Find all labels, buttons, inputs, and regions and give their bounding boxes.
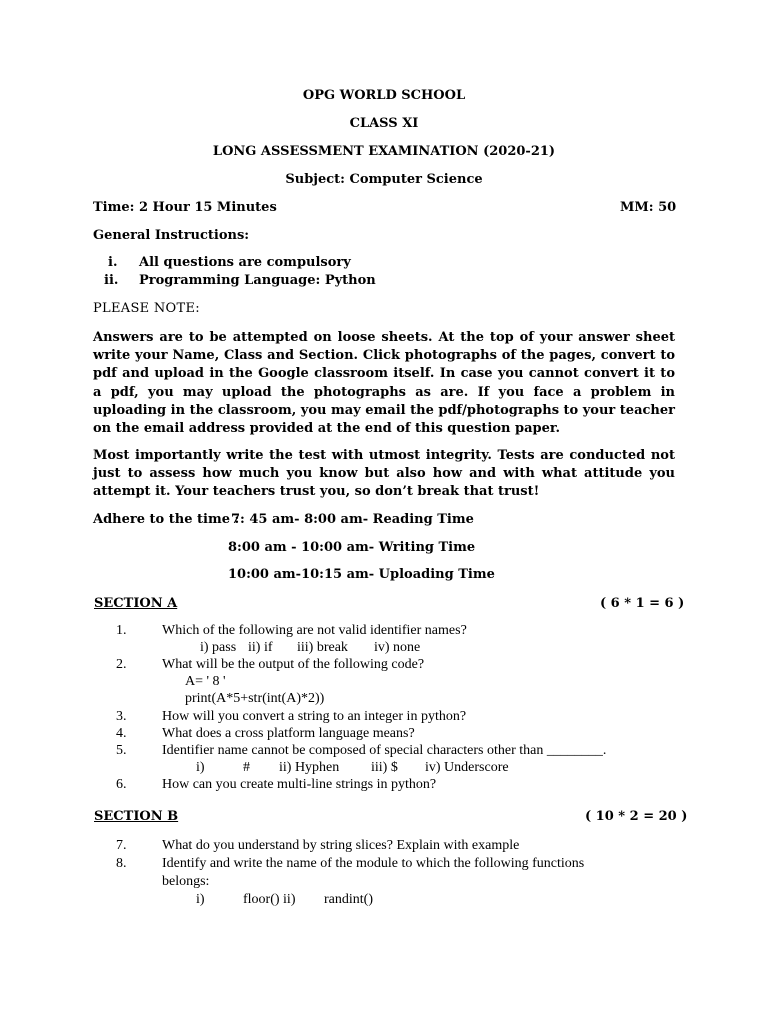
question-number: 8. xyxy=(116,856,127,871)
question-text: Identify and write the name of the module to which the following functions xyxy=(162,856,585,871)
instruction-num: ii. xyxy=(104,273,119,288)
question-number: 7. xyxy=(116,838,127,853)
option: iii) $ xyxy=(371,760,398,775)
section-b-title: SECTION B xyxy=(94,809,179,824)
option: i) xyxy=(196,892,205,907)
option: ii) Hyphen xyxy=(279,760,340,775)
reading-time: 7: 45 am- 8:00 am- Reading Time xyxy=(231,512,474,527)
instruction-num: i. xyxy=(108,255,118,270)
option: randint() xyxy=(324,892,373,907)
option: # xyxy=(243,760,250,775)
question-text: What do you understand by string slices? Explain with example xyxy=(162,838,520,853)
section-a-title: SECTION A xyxy=(94,596,178,611)
question-text: Which of the following are not valid identifier names? xyxy=(162,623,467,638)
section-b-marks: ( 10 * 2 = 20 ) xyxy=(585,809,688,824)
option: i) xyxy=(196,760,205,775)
question-number: 2. xyxy=(116,657,127,672)
instruction-text: Programming Language: Python xyxy=(139,273,376,288)
option: iv) Underscore xyxy=(425,760,509,775)
exam-title: LONG ASSESSMENT EXAMINATION (2020-21) xyxy=(212,144,556,159)
class-title: CLASS XI xyxy=(349,116,419,131)
code-line: print(A*5+str(int(A)*2)) xyxy=(185,691,325,706)
subject-line: Subject: Computer Science xyxy=(285,172,483,187)
question-text: Identifier name cannot be composed of special characters other than ________. xyxy=(162,743,607,758)
integrity-paragraph: Most importantly write the test with utmost integrity. Tests are conducted not just to assess how much you know but also how and with what attitude you attempt it. Your teachers trust you, so don’t break that trust! xyxy=(93,448,675,500)
writing-time: 8:00 am - 10:00 am- Writing Time xyxy=(228,540,476,555)
question-number: 5. xyxy=(116,743,127,758)
question-text: How can you create multi-line strings in python? xyxy=(162,777,437,792)
option: iv) none xyxy=(374,640,421,655)
school-name: OPG WORLD SCHOOL xyxy=(302,88,466,103)
question-number: 1. xyxy=(116,623,127,638)
exam-time: Time: 2 Hour 15 Minutes xyxy=(93,200,277,215)
option: i) pass xyxy=(200,640,237,655)
instruction-text: All questions are compulsory xyxy=(139,255,351,270)
question-number: 3. xyxy=(116,709,127,724)
section-a-marks: ( 6 * 1 = 6 ) xyxy=(600,596,685,611)
instructions-title: General Instructions: xyxy=(93,228,250,243)
time-lead: Adhere to the time : xyxy=(93,512,240,527)
question-text-continued: belongs: xyxy=(162,874,210,889)
max-marks: MM: 50 xyxy=(620,200,677,215)
please-note-title: PLEASE NOTE: xyxy=(93,301,200,316)
option: floor() ii) xyxy=(243,892,296,907)
question-text: What will be the output of the following code? xyxy=(162,657,425,672)
question-number: 6. xyxy=(116,777,127,792)
code-line: A= ' 8 ' xyxy=(185,674,226,689)
uploading-time: 10:00 am-10:15 am- Uploading Time xyxy=(228,567,495,582)
question-text: What does a cross platform language means? xyxy=(162,726,415,741)
question-number: 4. xyxy=(116,726,127,741)
option: ii) if xyxy=(248,640,273,655)
question-text: How will you convert a string to an integer in python? xyxy=(162,709,467,724)
option: iii) break xyxy=(297,640,348,655)
note-paragraph: Answers are to be attempted on loose sheets. At the top of your answer sheet write your Name, Class and Section. Click photographs of the pages, convert to pdf and upload in the Google classroom itself. In case you cannot convert it to a pdf, you may upload the photographs as are. If you face a problem in uploading in the classroom, you may email the pdf/photographs to your teacher on the email address provided at the end of this question paper. xyxy=(93,330,675,437)
